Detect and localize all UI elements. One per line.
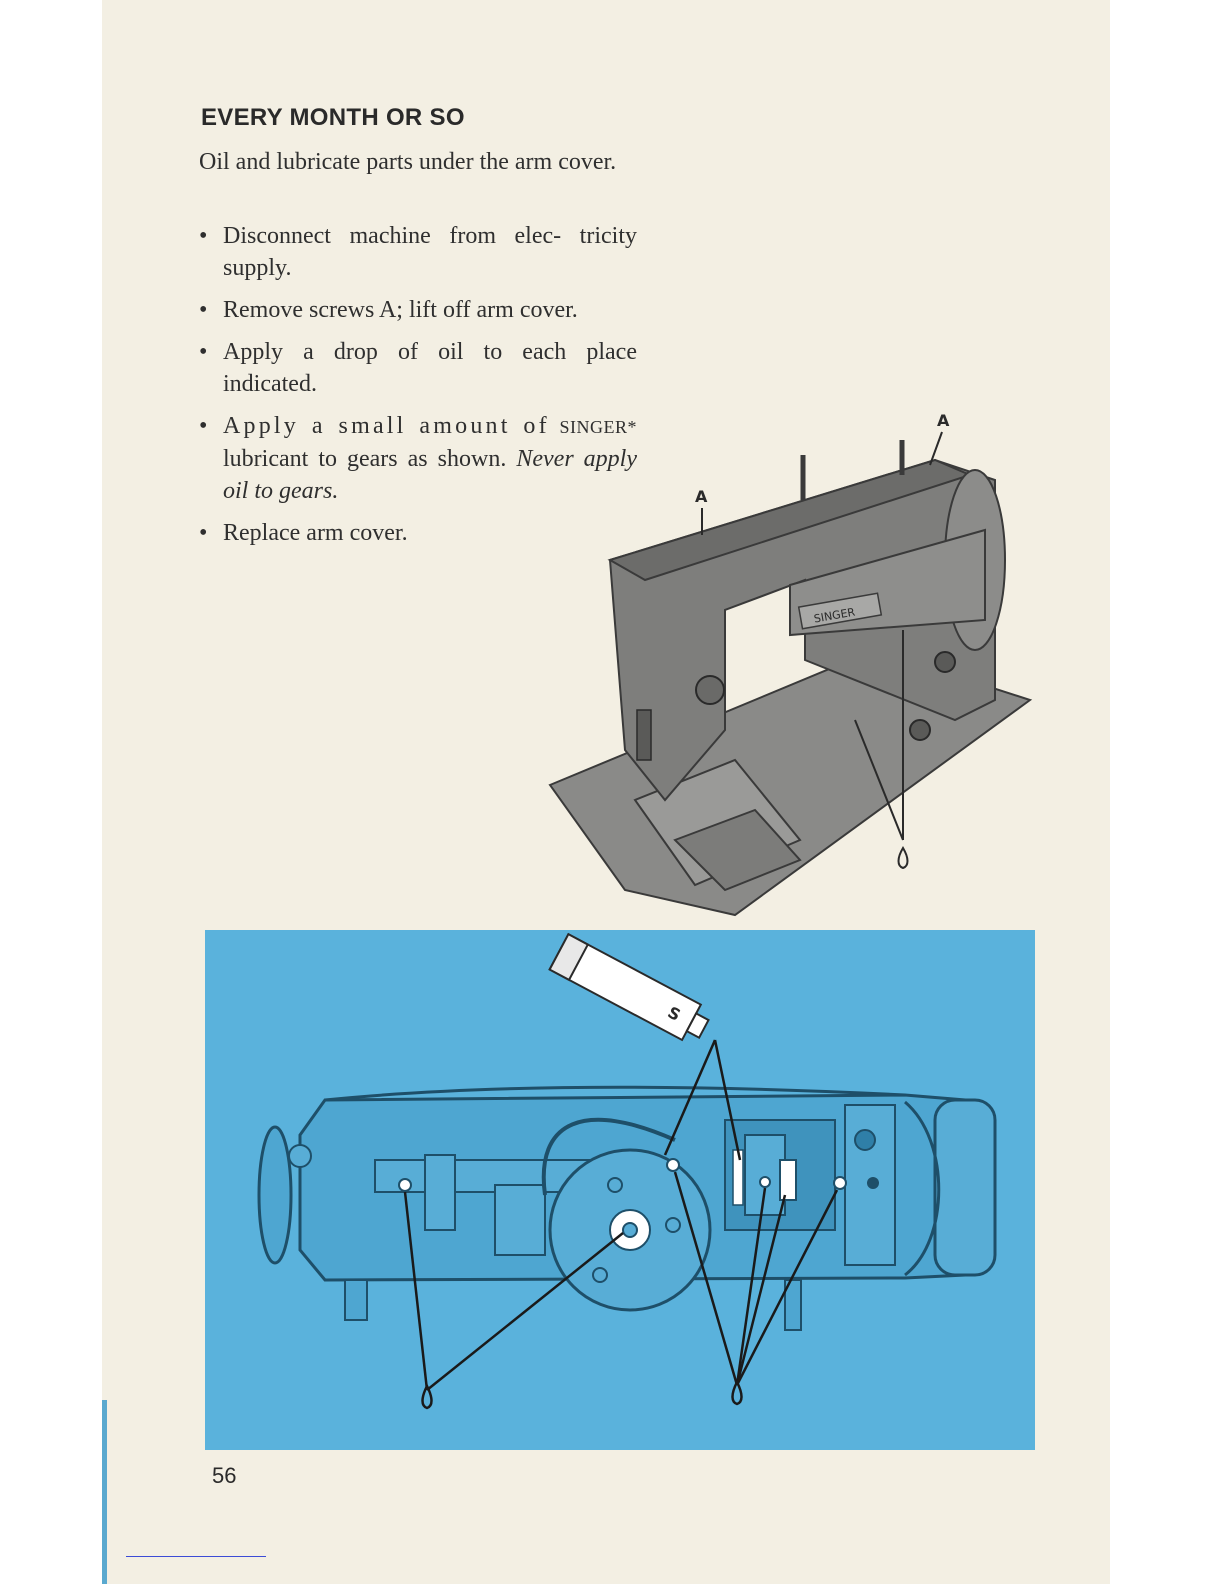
step-item: • Remove screws A; lift off arm cover.: [199, 294, 637, 326]
step-item: • Apply a drop of oil to each place indicated.: [199, 336, 637, 400]
intro-text: Oil and lubricate parts under the arm cover.: [199, 149, 617, 175]
lubricant-text-before: Apply a small amount of: [223, 413, 550, 439]
brand-name: SINGER*: [559, 417, 638, 437]
lubricant-tube-icon: [550, 934, 714, 1046]
page-number: 56: [212, 1463, 237, 1488]
step-item: • Replace arm cover.: [199, 517, 637, 549]
section-heading: EVERY MONTH OR SO: [201, 104, 465, 131]
oil-drop-icon: [899, 848, 908, 868]
brand-plate-text: SINGER: [812, 605, 857, 626]
screw-label-left: A: [695, 487, 708, 506]
step-item: • Disconnect machine from elec- tricity supply.: [199, 220, 637, 284]
lubricant-text-after: lubricant to gears as shown.: [223, 446, 507, 472]
oil-drop-icon: [733, 1382, 742, 1404]
warning-text: Never apply oil to gears.: [223, 446, 637, 504]
page-edge-stripe: [102, 1400, 107, 1584]
lubrication-diagram-panel: [205, 930, 1035, 1450]
tube-label: S: [664, 1002, 684, 1025]
sewing-machine-illustration: [545, 400, 1045, 920]
footnote-rule: [126, 1556, 266, 1557]
screw-label-right: A: [937, 411, 950, 430]
mechanism-top-view-illustration: [205, 930, 1035, 1450]
